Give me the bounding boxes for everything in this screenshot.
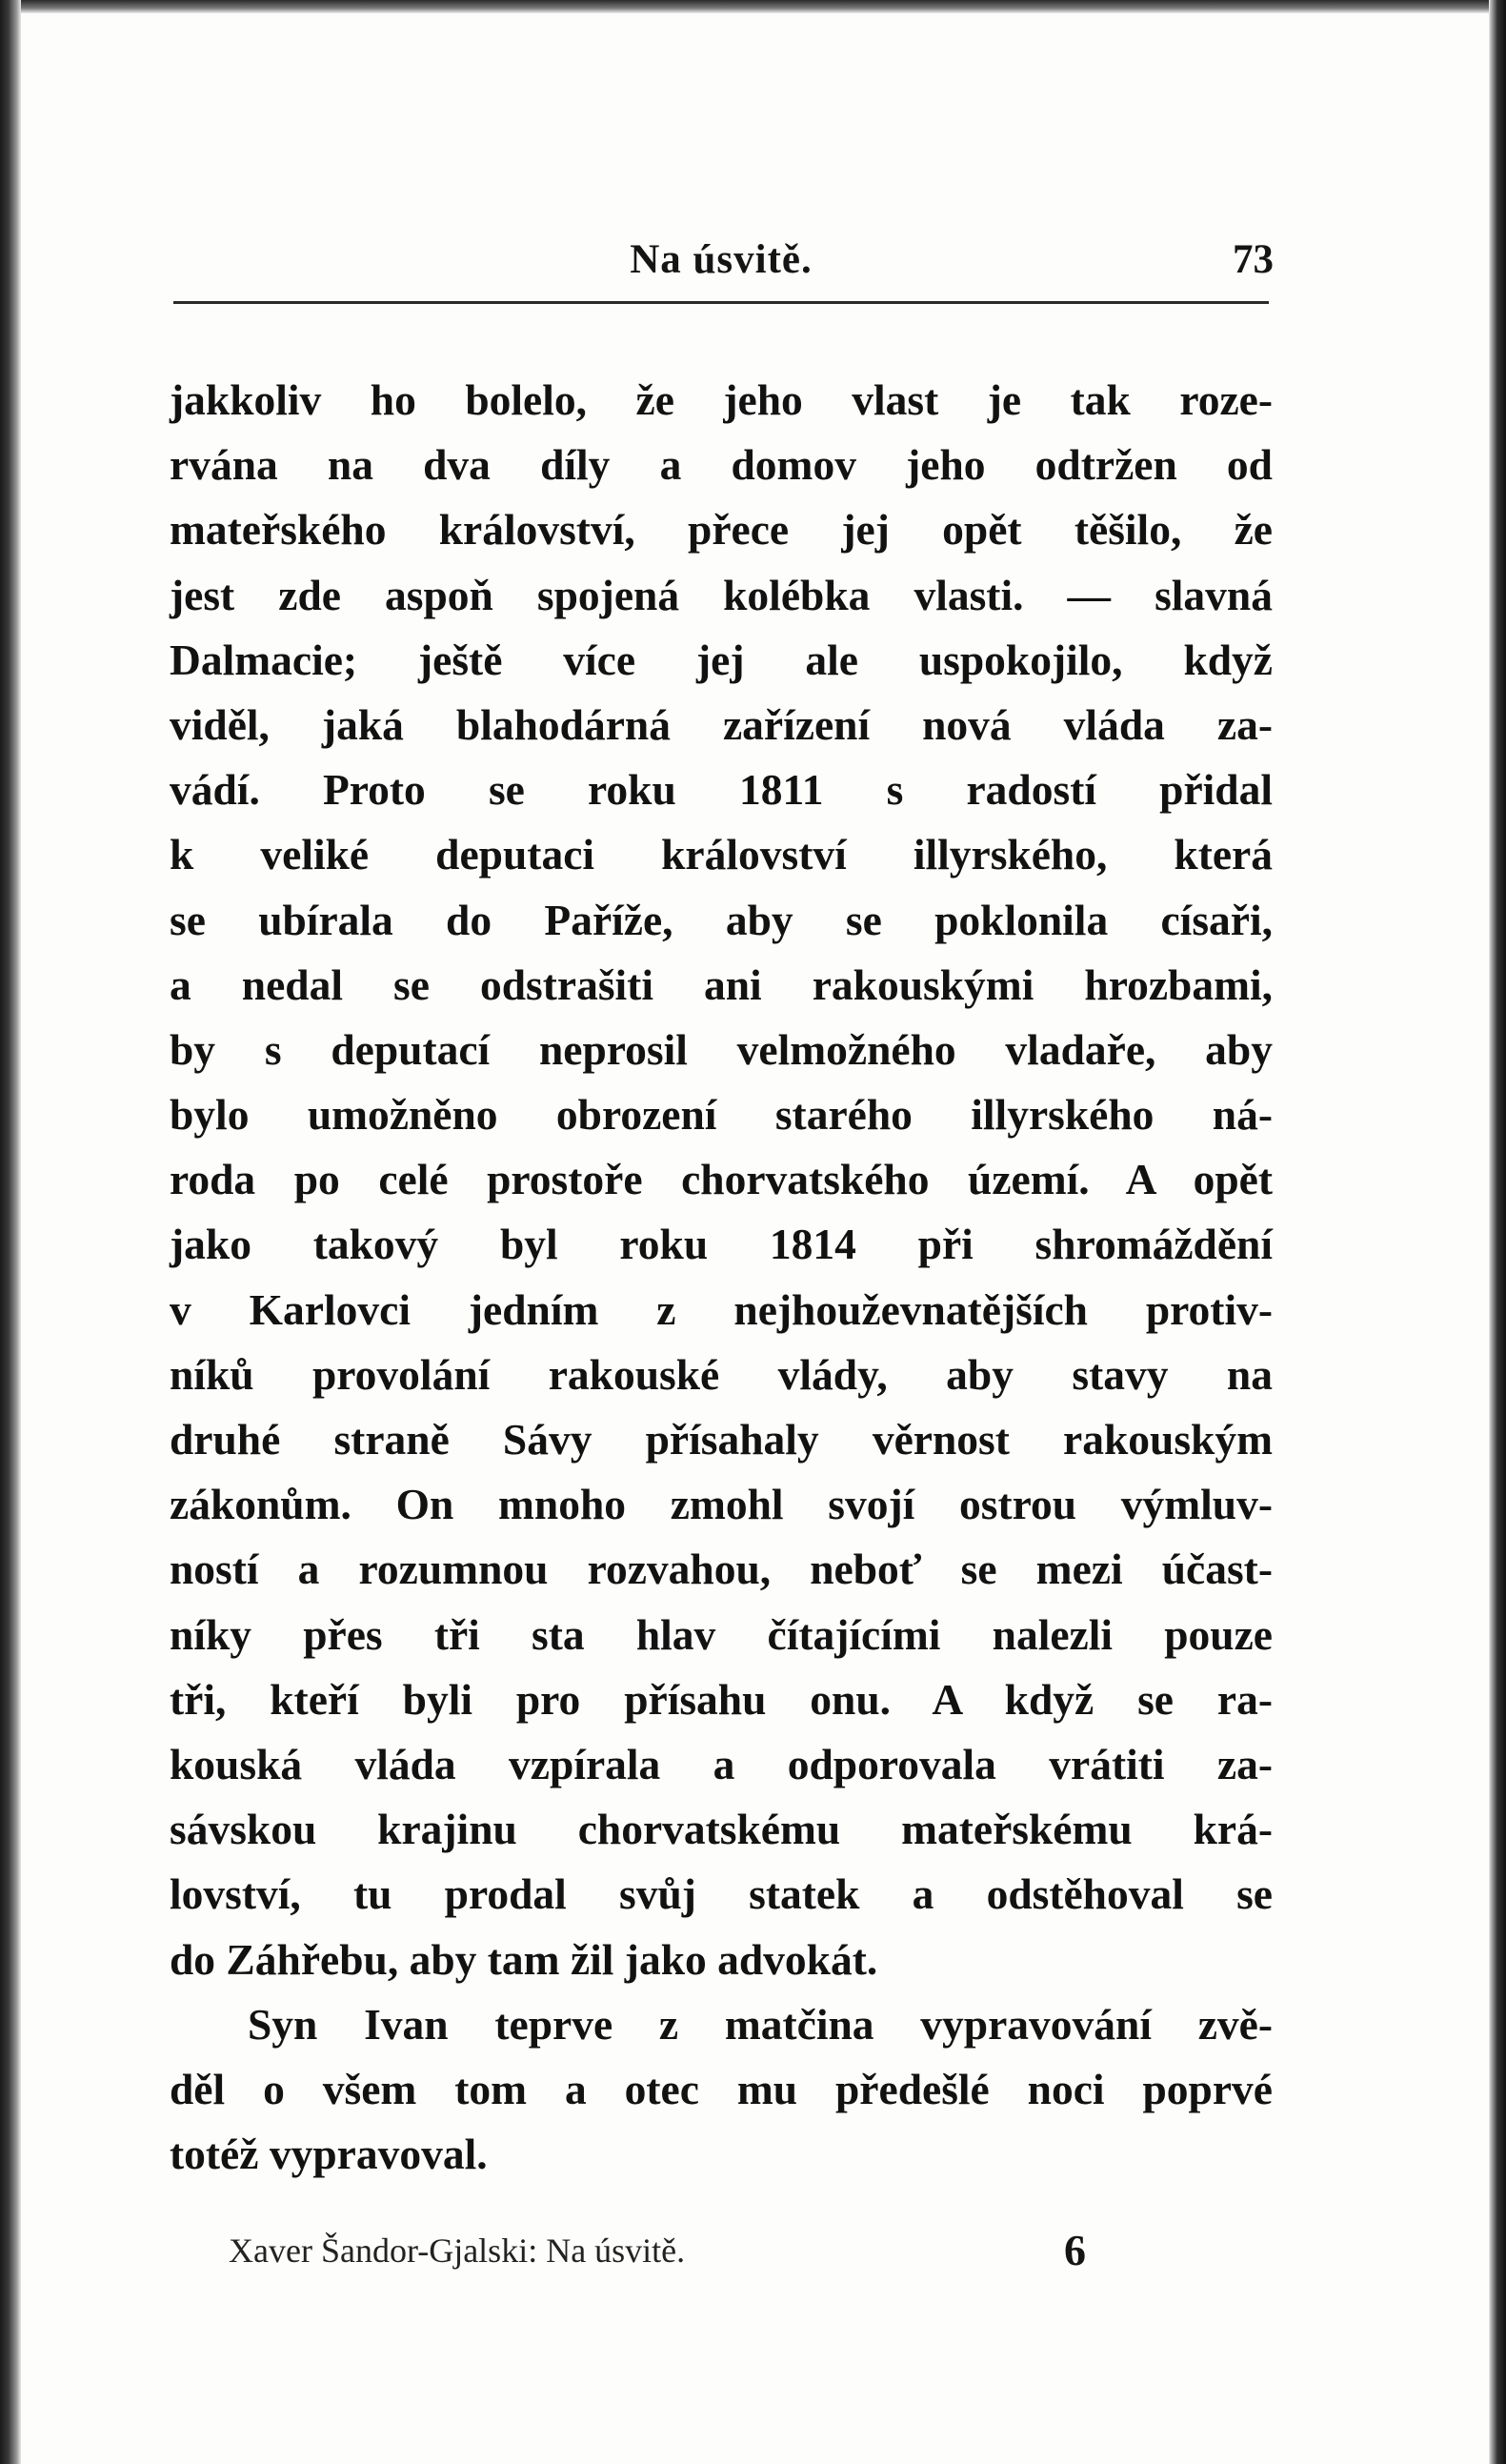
running-head-title: Na úsvitě. <box>630 237 813 282</box>
text-line: sávskou krajinu chorvatskému mateřskému krá- <box>170 1805 1273 1854</box>
text-line: lovství, tu prodal svůj statek a odstěhoval se <box>170 1869 1273 1919</box>
signature-mark: 6 <box>1064 2226 1086 2274</box>
paragraph-end-line: totéž vypravoval. <box>170 2130 488 2179</box>
text-line: tři, kteří byli pro přísahu onu. A když se ra- <box>170 1674 1273 1724</box>
text-line: jakkoliv ho bolelo, že jeho vlast je tak roze- <box>170 375 1273 424</box>
header-rule <box>173 301 1269 304</box>
footer-credit: Xaver Šandor-Gjalski: Na úsvitě. <box>229 2232 686 2270</box>
paragraph-end-line: do Záhřebu, aby tam žil jako advokát. <box>170 1934 878 1984</box>
page-footer <box>229 2226 1086 2288</box>
text-line: zákonům. On mnoho zmohl svojí ostrou výmluv- <box>170 1480 1273 1529</box>
scan-edge-right <box>1489 0 1506 2464</box>
text-line: níků provolání rakouské vlády, aby stavy na <box>170 1349 1273 1399</box>
text-line: druhé straně Sávy přísahaly věrnost rakouským <box>170 1415 1273 1464</box>
scan-edge-top <box>0 0 1506 13</box>
text-line: kouská vláda vzpírala a odporovala vrátiti za- <box>170 1739 1273 1788</box>
text-line: děl o všem tom a otec mu předešlé noci poprvé <box>170 2064 1273 2113</box>
text-line: vádí. Proto se roku 1811 s radostí přidal <box>170 765 1273 815</box>
text-line: rvána na dva díly a domov jeho odtržen od <box>170 440 1273 490</box>
text-line: by s deputací neprosil velmožného vladaře, aby <box>170 1024 1273 1074</box>
book-page <box>21 13 1489 2464</box>
body-text <box>170 368 1273 2187</box>
scan-edge-left <box>0 0 21 2464</box>
page-number: 73 <box>1233 237 1274 282</box>
text-line: a nedal se odstrašiti ani rakouskými hrozbami, <box>170 959 1273 1009</box>
text-line: ností a rozumnou rozvahou, neboť se mezi účast- <box>170 1545 1273 1594</box>
text-line: Dalmacie; ještě více jej ale uspokojilo, když <box>170 635 1273 684</box>
text-line: níky přes tři sta hlav čítajícími nalezli pouze <box>170 1609 1273 1659</box>
text-line: jest zde aspoň spojená kolébka vlasti. — slavná <box>170 570 1273 619</box>
text-line: jako takový byl roku 1814 při shromáždění <box>170 1220 1273 1269</box>
text-line: se ubírala do Paříže, aby se poklonila císaři, <box>170 895 1273 944</box>
text-line: roda po celé prostoře chorvatského území. A opět <box>170 1155 1273 1204</box>
text-line: viděl, jaká blahodárná zařízení nová vláda za- <box>170 699 1273 749</box>
text-line: k veliké deputaci království illyrského, která <box>170 830 1273 879</box>
paragraph-start-line: Syn Ivan teprve z matčina vypravování zvě- <box>248 1999 1273 2049</box>
text-line: v Karlovci jedním z nejhouževnatějších protiv- <box>170 1284 1273 1334</box>
text-line: mateřského království, přece jej opět těšilo, že <box>170 505 1273 555</box>
running-head <box>169 223 1274 299</box>
text-line: bylo umožněno obrození starého illyrského ná- <box>170 1090 1273 1140</box>
